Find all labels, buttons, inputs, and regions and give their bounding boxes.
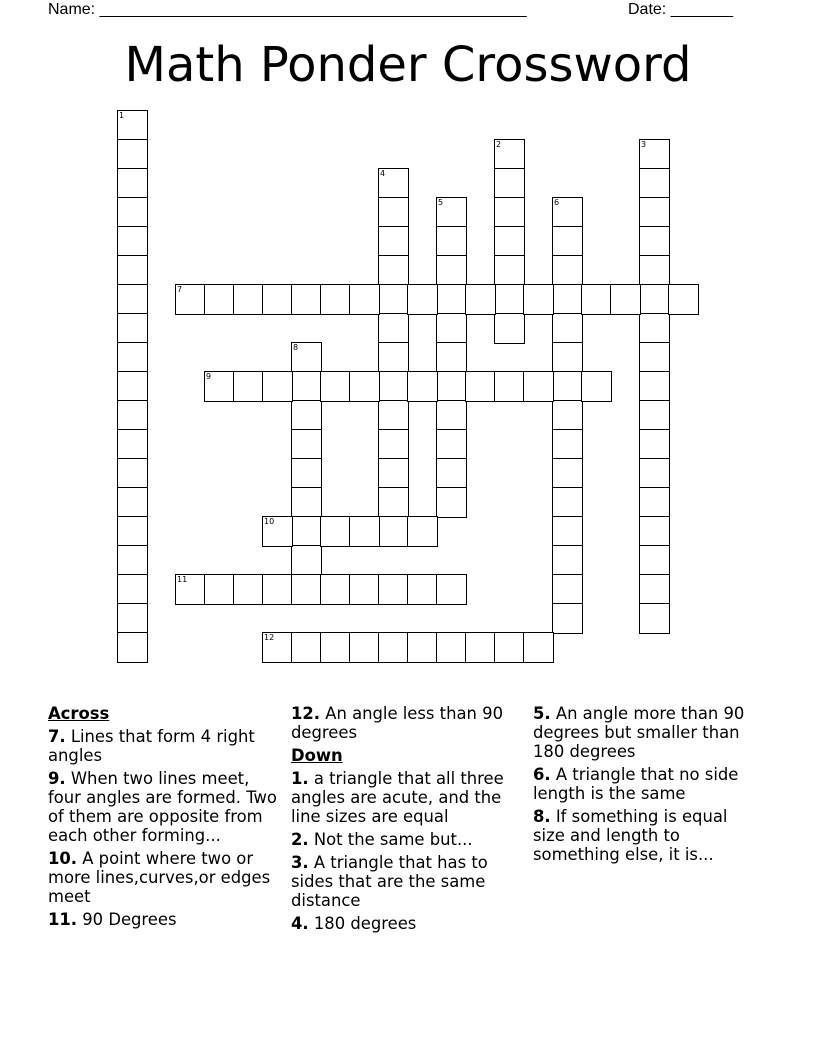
- grid-cell[interactable]: [349, 371, 380, 402]
- grid-cell[interactable]: [581, 371, 612, 402]
- grid-cell[interactable]: [639, 458, 670, 489]
- grid-cell[interactable]: [117, 255, 148, 286]
- grid-cell[interactable]: [494, 371, 525, 402]
- grid-cell[interactable]: [320, 516, 351, 547]
- grid-cell[interactable]: [262, 574, 293, 605]
- clue-item-number: 8.: [533, 807, 551, 826]
- clue-item-text: An angle less than 90 degrees: [291, 704, 503, 742]
- grid-cell[interactable]: [117, 400, 148, 431]
- clue-number: 5: [438, 198, 444, 207]
- grid-cell[interactable]: [494, 284, 525, 315]
- clue-item-text: An angle more than 90 degrees but smaller than 180 degrees: [533, 704, 745, 761]
- grid-cell[interactable]: [552, 342, 583, 373]
- grid-cell[interactable]: [117, 545, 148, 576]
- down-heading: Down: [291, 746, 343, 765]
- grid-cell[interactable]: [610, 284, 641, 315]
- grid-cell[interactable]: [552, 255, 583, 286]
- clues-column-3: [533, 704, 763, 868]
- clue-item-number: 1.: [291, 769, 309, 788]
- grid-cell[interactable]: [639, 255, 670, 286]
- clue-item: [291, 853, 527, 910]
- grid-cell[interactable]: [552, 371, 583, 402]
- grid-cell[interactable]: [349, 516, 380, 547]
- grid-cell[interactable]: [378, 313, 409, 344]
- grid-cell[interactable]: [320, 632, 351, 663]
- clue-item: [48, 849, 280, 906]
- clue-item: [48, 910, 280, 929]
- clue-item-text: A triangle that has to sides that are the same distance: [291, 853, 488, 910]
- grid-cell[interactable]: [117, 458, 148, 489]
- clue-item: [291, 830, 527, 849]
- down-clue-list-continued: [533, 704, 763, 864]
- grid-cell[interactable]: [436, 284, 467, 315]
- grid-cell[interactable]: [117, 342, 148, 373]
- grid-cell[interactable]: [291, 487, 322, 518]
- grid-cell[interactable]: [494, 632, 525, 663]
- grid-cell[interactable]: [117, 429, 148, 460]
- clue-number: 9: [206, 372, 212, 381]
- clue-number: 12: [264, 633, 275, 642]
- grid-cell[interactable]: [436, 632, 467, 663]
- grid-cell[interactable]: [639, 516, 670, 547]
- clue-number: 11: [177, 575, 188, 584]
- grid-cell[interactable]: [117, 284, 148, 315]
- grid-cell[interactable]: [117, 632, 148, 663]
- clue-item: [291, 914, 527, 933]
- grid-cell[interactable]: [291, 545, 322, 576]
- grid-cell[interactable]: [117, 516, 148, 547]
- grid-cell[interactable]: [639, 226, 670, 257]
- grid-cell[interactable]: [349, 284, 380, 315]
- grid-cell[interactable]: [262, 632, 293, 663]
- grid-cell[interactable]: [494, 255, 525, 286]
- grid-cell[interactable]: [639, 400, 670, 431]
- grid-cell[interactable]: [552, 487, 583, 518]
- grid-cell[interactable]: [552, 516, 583, 547]
- clue-number: 7: [177, 285, 183, 294]
- grid-cell[interactable]: [378, 574, 409, 605]
- grid-cell[interactable]: [465, 371, 496, 402]
- grid-cell[interactable]: [320, 284, 351, 315]
- grid-cell[interactable]: [407, 574, 438, 605]
- grid-cell[interactable]: [639, 342, 670, 373]
- clue-item-number: 11.: [48, 910, 78, 929]
- clue-item-text: 180 degrees: [308, 914, 417, 933]
- grid-cell[interactable]: [117, 574, 148, 605]
- grid-cell[interactable]: [494, 168, 525, 199]
- clue-number: 3: [641, 140, 647, 149]
- grid-cell[interactable]: [436, 574, 467, 605]
- clue-item: [48, 727, 280, 765]
- clue-item-number: 6.: [533, 765, 551, 784]
- grid-cell[interactable]: [552, 458, 583, 489]
- clue-number: 10: [264, 517, 275, 526]
- grid-cell[interactable]: [204, 574, 235, 605]
- grid-cell[interactable]: [436, 429, 467, 460]
- grid-cell[interactable]: [407, 371, 438, 402]
- across-heading: Across: [48, 704, 110, 723]
- date-label: Date:: [628, 1, 667, 18]
- grid-cell[interactable]: [291, 400, 322, 431]
- grid-cell[interactable]: [291, 429, 322, 460]
- clue-item: [533, 704, 763, 761]
- across-clue-list: [48, 727, 280, 929]
- grid-cell[interactable]: [639, 197, 670, 228]
- grid-cell[interactable]: [639, 168, 670, 199]
- grid-cell[interactable]: [320, 371, 351, 402]
- clue-item-number: 5.: [533, 704, 551, 723]
- grid-cell[interactable]: [436, 400, 467, 431]
- grid-cell[interactable]: [175, 574, 206, 605]
- grid-cell[interactable]: [378, 168, 409, 199]
- grid-cell[interactable]: [117, 313, 148, 344]
- grid-cell[interactable]: [552, 574, 583, 605]
- grid-cell[interactable]: [523, 284, 554, 315]
- grid-cell[interactable]: [436, 313, 467, 344]
- grid-cell[interactable]: [204, 284, 235, 315]
- grid-cell[interactable]: [291, 284, 322, 315]
- clue-item-text: a triangle that all three angles are acute, and the line sizes are equal: [291, 769, 504, 826]
- grid-cell[interactable]: [407, 632, 438, 663]
- grid-cell[interactable]: [378, 342, 409, 373]
- grid-cell[interactable]: [436, 342, 467, 373]
- grid-cell[interactable]: [378, 255, 409, 286]
- grid-cell[interactable]: [494, 197, 525, 228]
- grid-cell[interactable]: [378, 429, 409, 460]
- clue-item-number: 3.: [291, 853, 309, 872]
- clue-item-number: 4.: [291, 914, 309, 933]
- grid-cell[interactable]: [581, 284, 612, 315]
- grid-cell[interactable]: [639, 313, 670, 344]
- grid-cell[interactable]: [552, 603, 583, 634]
- grid-cell[interactable]: [378, 632, 409, 663]
- grid-cell[interactable]: [639, 284, 670, 315]
- grid-cell[interactable]: [291, 458, 322, 489]
- clue-item-number: 2.: [291, 830, 309, 849]
- grid-cell[interactable]: [639, 487, 670, 518]
- grid-cell[interactable]: [117, 487, 148, 518]
- grid-cell[interactable]: [407, 284, 438, 315]
- grid-cell[interactable]: [552, 429, 583, 460]
- grid-cell[interactable]: [378, 400, 409, 431]
- grid-cell[interactable]: [291, 632, 322, 663]
- clue-number: 8: [293, 343, 299, 352]
- grid-cell[interactable]: [436, 197, 467, 228]
- grid-cell[interactable]: [552, 284, 583, 315]
- clue-item: [48, 769, 280, 845]
- across-clue-list-continued: [291, 704, 527, 742]
- grid-cell[interactable]: [639, 574, 670, 605]
- grid-cell[interactable]: [436, 371, 467, 402]
- grid-cell[interactable]: [552, 545, 583, 576]
- clue-item-text: Lines that form 4 right angles: [48, 727, 255, 765]
- grid-cell[interactable]: [552, 226, 583, 257]
- grid-cell[interactable]: [494, 139, 525, 170]
- clue-item-text: A point where two or more lines,curves,or edges meet: [48, 849, 271, 906]
- grid-cell[interactable]: [436, 255, 467, 286]
- clue-item-text: If something is equal size and length to something else, it is...: [533, 807, 728, 864]
- grid-cell[interactable]: [204, 371, 235, 402]
- grid-cell[interactable]: [117, 371, 148, 402]
- grid-cell[interactable]: [436, 458, 467, 489]
- grid-cell[interactable]: [291, 342, 322, 373]
- grid-cell[interactable]: [552, 313, 583, 344]
- name-label: Name:: [48, 1, 96, 18]
- grid-cell[interactable]: [436, 226, 467, 257]
- grid-cell[interactable]: [639, 371, 670, 402]
- page-title: Math Ponder Crossword: [124, 37, 692, 93]
- grid-cell[interactable]: [233, 284, 264, 315]
- grid-cell[interactable]: [117, 197, 148, 228]
- grid-cell[interactable]: [378, 284, 409, 315]
- grid-cell[interactable]: [291, 371, 322, 402]
- down-clue-list: [291, 769, 527, 933]
- clue-item: [291, 769, 527, 826]
- clue-item: [533, 765, 763, 803]
- grid-cell[interactable]: [262, 284, 293, 315]
- clue-item-number: 9.: [48, 769, 66, 788]
- grid-cell[interactable]: [233, 371, 264, 402]
- grid-cell[interactable]: [436, 487, 467, 518]
- grid-cell[interactable]: [668, 284, 699, 315]
- date-line: _______: [670, 1, 733, 18]
- grid-cell[interactable]: [117, 110, 148, 141]
- grid-cell[interactable]: [320, 574, 351, 605]
- grid-cell[interactable]: [349, 632, 380, 663]
- clue-item-text: A triangle that no side length is the same: [533, 765, 739, 803]
- clue-number: 2: [496, 140, 502, 149]
- grid-cell[interactable]: [175, 284, 206, 315]
- grid-cell[interactable]: [639, 545, 670, 576]
- grid-cell[interactable]: [117, 603, 148, 634]
- clue-number: 1: [119, 111, 125, 120]
- grid-cell[interactable]: [378, 197, 409, 228]
- grid-cell[interactable]: [523, 371, 554, 402]
- grid-cell[interactable]: [407, 516, 438, 547]
- grid-cell[interactable]: [523, 632, 554, 663]
- clue-item-text: Not the same but...: [308, 830, 473, 849]
- clues-column-2: [291, 704, 527, 937]
- grid-cell[interactable]: [494, 226, 525, 257]
- clue-number: 6: [554, 198, 560, 207]
- clue-item-number: 10.: [48, 849, 78, 868]
- grid-cell[interactable]: [494, 313, 525, 344]
- clue-item-number: 7.: [48, 727, 66, 746]
- clue-item: [533, 807, 763, 864]
- grid-cell[interactable]: [117, 226, 148, 257]
- grid-cell[interactable]: [291, 574, 322, 605]
- grid-cell[interactable]: [378, 458, 409, 489]
- grid-cell[interactable]: [291, 516, 322, 547]
- clue-number: 4: [380, 169, 386, 178]
- clue-item: [291, 704, 527, 742]
- grid-cell[interactable]: [378, 487, 409, 518]
- grid-cell[interactable]: [117, 168, 148, 199]
- grid-cell[interactable]: [552, 400, 583, 431]
- grid-cell[interactable]: [262, 516, 293, 547]
- grid-cell[interactable]: [465, 284, 496, 315]
- name-line: ________________________________________________: [99, 1, 527, 18]
- grid-cell[interactable]: [552, 197, 583, 228]
- grid-cell[interactable]: [262, 371, 293, 402]
- grid-cell[interactable]: [465, 632, 496, 663]
- grid-cell[interactable]: [378, 516, 409, 547]
- grid-cell[interactable]: [378, 226, 409, 257]
- grid-cell[interactable]: [233, 574, 264, 605]
- clue-item-text: When two lines meet, four angles are formed. Two of them are opposite from each other forming...: [48, 769, 277, 845]
- grid-cell[interactable]: [639, 429, 670, 460]
- grid-cell[interactable]: [349, 574, 380, 605]
- clue-item-text: 90 Degrees: [77, 910, 177, 929]
- grid-cell[interactable]: [639, 139, 670, 170]
- clues-column-1: [48, 704, 280, 933]
- grid-cell[interactable]: [639, 603, 670, 634]
- grid-cell[interactable]: [117, 139, 148, 170]
- clue-item-number: 12.: [291, 704, 321, 723]
- grid-cell[interactable]: [378, 371, 409, 402]
